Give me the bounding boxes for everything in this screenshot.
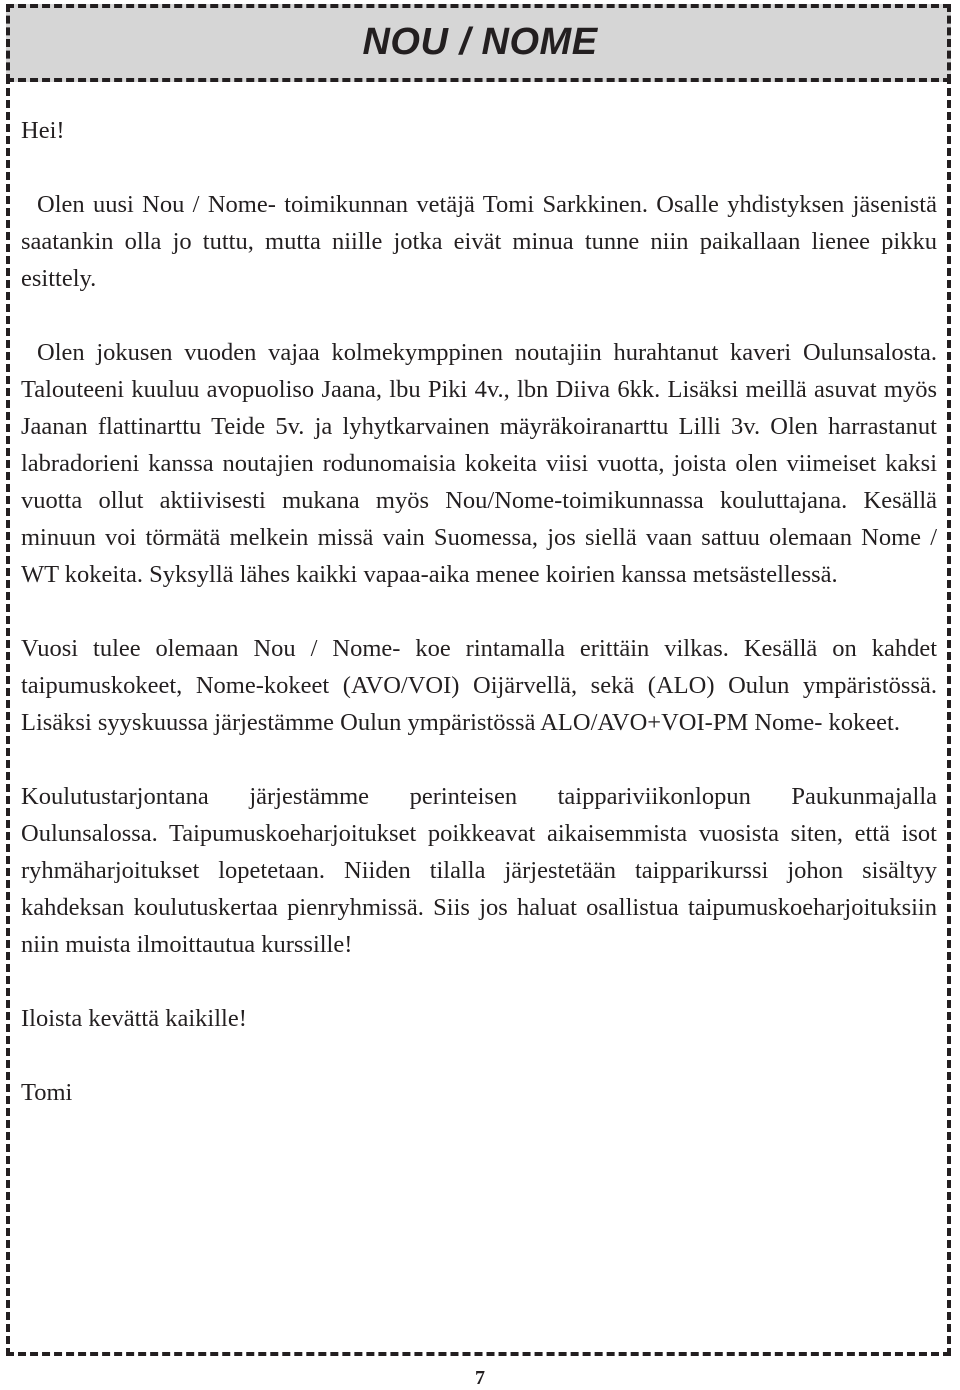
page-number: 7: [475, 1367, 485, 1389]
paragraph-trials: Vuosi tulee olemaan Nou / Nome- koe rintamalla erittäin vilkas. Kesällä on kahdet taipumuskokeet, Nome-kokeet (AVO/VOI) Oijärvellä, sekä (ALO) Oulun ympäristössä. Lisäksi syyskuussa järjestämme Oulun ympäristössä ALO/AVO+VOI-PM Nome- kokeet.: [21, 635, 937, 736]
paragraph-training: Koulutustarjontana järjestämme perinteisen taippariviikonlopun Paukunmajalla Oulunsalossa. Taipumuskoeharjoitukset poikkeavat aikaisemmista vuosista siten, että isot ryhmäharjoitukset lopetetaan. Niiden tilalla järjestetään taipparikurssi johon sisältyy kahdeksan koulutuskertaa pienryhmissä. Siis jos haluat osallistua taipumuskoeharjoituksiin niin muista ilmoittautua kurssille!: [21, 783, 937, 958]
page-title: NOU / NOME: [362, 21, 598, 63]
paragraph-about-me: Olen jokusen vuoden vajaa kolmekymppinen noutajiin hurahtanut kaveri Oulunsalosta. Talouteeni kuuluu avopuoliso Jaana, lbu Piki 4v., lbn Diiva 6kk. Lisäksi meillä asuvat myös Jaanan flattinarttu Teide 5v. ja lyhytkarvainen mäyräkoiranarttu Lilli 3v. Olen harrastanut labradorieni kanssa noutajien rodunomaisia kokeita viisi vuotta, joista olen viimeiset kaksi vuotta ollut aktiivisesti mukana myös Nou/Nome-toimikunnassa kouluttajana. Kesällä minuun voi törmätä melkein missä vain Suomessa, jos siellä vaan sattuu olemaan Nome / WT kokeita. Syksyllä lähes kaikki vapaa-aika menee koirien kanssa metsästellessä.: [21, 339, 937, 588]
letter-body: [21, 112, 937, 1111]
paragraph-introduction: Olen uusi Nou / Nome- toimikunnan vetäjä Tomi Sarkkinen. Osalle yhdistyksen jäsenistä saatankin olla jo tuttu, mutta niille jotka eivät minua tunne niin paikallaan lienee pikku esittely.: [21, 191, 937, 292]
signature: Tomi: [21, 1079, 73, 1106]
closing-line: Iloista kevättä kaikille!: [21, 1005, 247, 1032]
greeting: Hei!: [21, 117, 65, 144]
